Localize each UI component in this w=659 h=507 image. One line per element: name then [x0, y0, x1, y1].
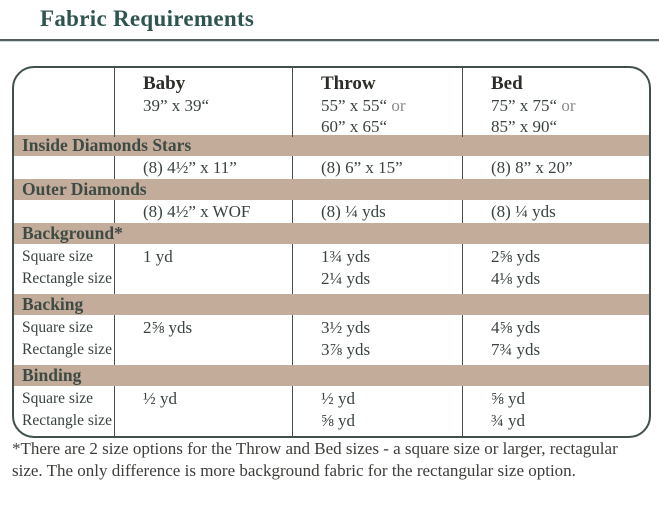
page-title: Fabric Requirements: [40, 6, 255, 31]
section-band: Inside Diamonds Stars: [14, 135, 649, 156]
size-square-text: 75” x 75“: [491, 96, 558, 115]
column-size-square: [115, 95, 292, 116]
cell-value-throw: ½ yd: [292, 386, 462, 410]
cell-value-throw: 1¾ yds: [292, 244, 462, 268]
section-band: Outer Diamonds: [14, 179, 649, 200]
cell-value-bed: (8) 8” x 20”: [462, 156, 649, 179]
cell-value-bed: (8) ¼ yds: [462, 200, 649, 223]
column-size-rect: 85” x 90“: [491, 117, 558, 136]
footnote: *There are 2 size options for the Throw and Bed sizes - a square size or larger, rectagular size. The only difference is more background fabric for the rectangular size option.: [12, 439, 618, 480]
cell-value-throw: (8) ¼ yds: [292, 200, 462, 223]
row-label: [14, 200, 114, 223]
cell-value-baby: (8) 4½” x 11”: [114, 156, 292, 179]
cell-value-bed: 2⅝ yds: [462, 244, 649, 268]
column-title: Baby: [143, 73, 186, 94]
cell-value-baby: [114, 410, 292, 436]
size-square-text: 39” x 39“: [143, 96, 210, 115]
table-row: [14, 156, 649, 179]
fabric-requirements-table: [12, 66, 651, 438]
cell-value-throw: ⅝ yd: [292, 410, 462, 436]
table-row: [14, 244, 649, 268]
table-row: [14, 386, 649, 410]
cell-value-bed: 7¾ yds: [462, 339, 649, 365]
cell-value-bed: 4⅛ yds: [462, 268, 649, 294]
header-col-baby: [114, 68, 292, 137]
cell-value-baby: 1 yd: [114, 244, 292, 268]
cell-value-bed: ¾ yd: [462, 410, 649, 436]
cell-value-baby: [114, 268, 292, 294]
row-label: Rectangle size: [22, 412, 112, 429]
cell-value-baby: (8) 4½” x WOF: [114, 200, 292, 223]
or-label: or: [391, 96, 406, 115]
row-label: Rectangle size: [22, 341, 112, 358]
column-size-square: [463, 95, 649, 116]
column-size-rect: 60” x 65“: [321, 117, 388, 136]
column-size-square: [293, 95, 462, 116]
cell-value-throw: 3½ yds: [292, 315, 462, 339]
title-underline: [0, 39, 659, 42]
table-header-row: [14, 68, 649, 135]
cell-value-throw: 3⅞ yds: [292, 339, 462, 365]
section-band: Backing: [14, 294, 649, 315]
row-label: Rectangle size: [22, 270, 112, 287]
size-square-text: 55” x 55“: [321, 96, 388, 115]
cell-value-baby: 2⅝ yds: [114, 315, 292, 339]
row-label: Square size: [22, 319, 94, 336]
section-band: Background*: [14, 223, 649, 244]
cell-value-throw: (8) 6” x 15”: [292, 156, 462, 179]
table-row: [14, 339, 649, 365]
cell-value-baby: ½ yd: [114, 386, 292, 410]
cell-value-throw: 2¼ yds: [292, 268, 462, 294]
section-band: Binding: [14, 365, 649, 386]
cell-value-baby: [114, 339, 292, 365]
table-row: [14, 315, 649, 339]
column-title: Throw: [321, 73, 376, 94]
row-label: Square size: [22, 390, 94, 407]
table-row: [14, 268, 649, 294]
cell-value-bed: ⅝ yd: [462, 386, 649, 410]
row-label: Square size: [22, 248, 94, 265]
column-title: Bed: [491, 73, 523, 94]
header-col-bed: [462, 68, 649, 137]
row-label: [14, 156, 114, 179]
table-row: [14, 200, 649, 223]
table-row: [14, 410, 649, 436]
header-empty-cell: [14, 68, 114, 137]
cell-value-bed: 4⅝ yds: [462, 315, 649, 339]
or-label: or: [561, 96, 576, 115]
header-col-throw: [292, 68, 462, 137]
